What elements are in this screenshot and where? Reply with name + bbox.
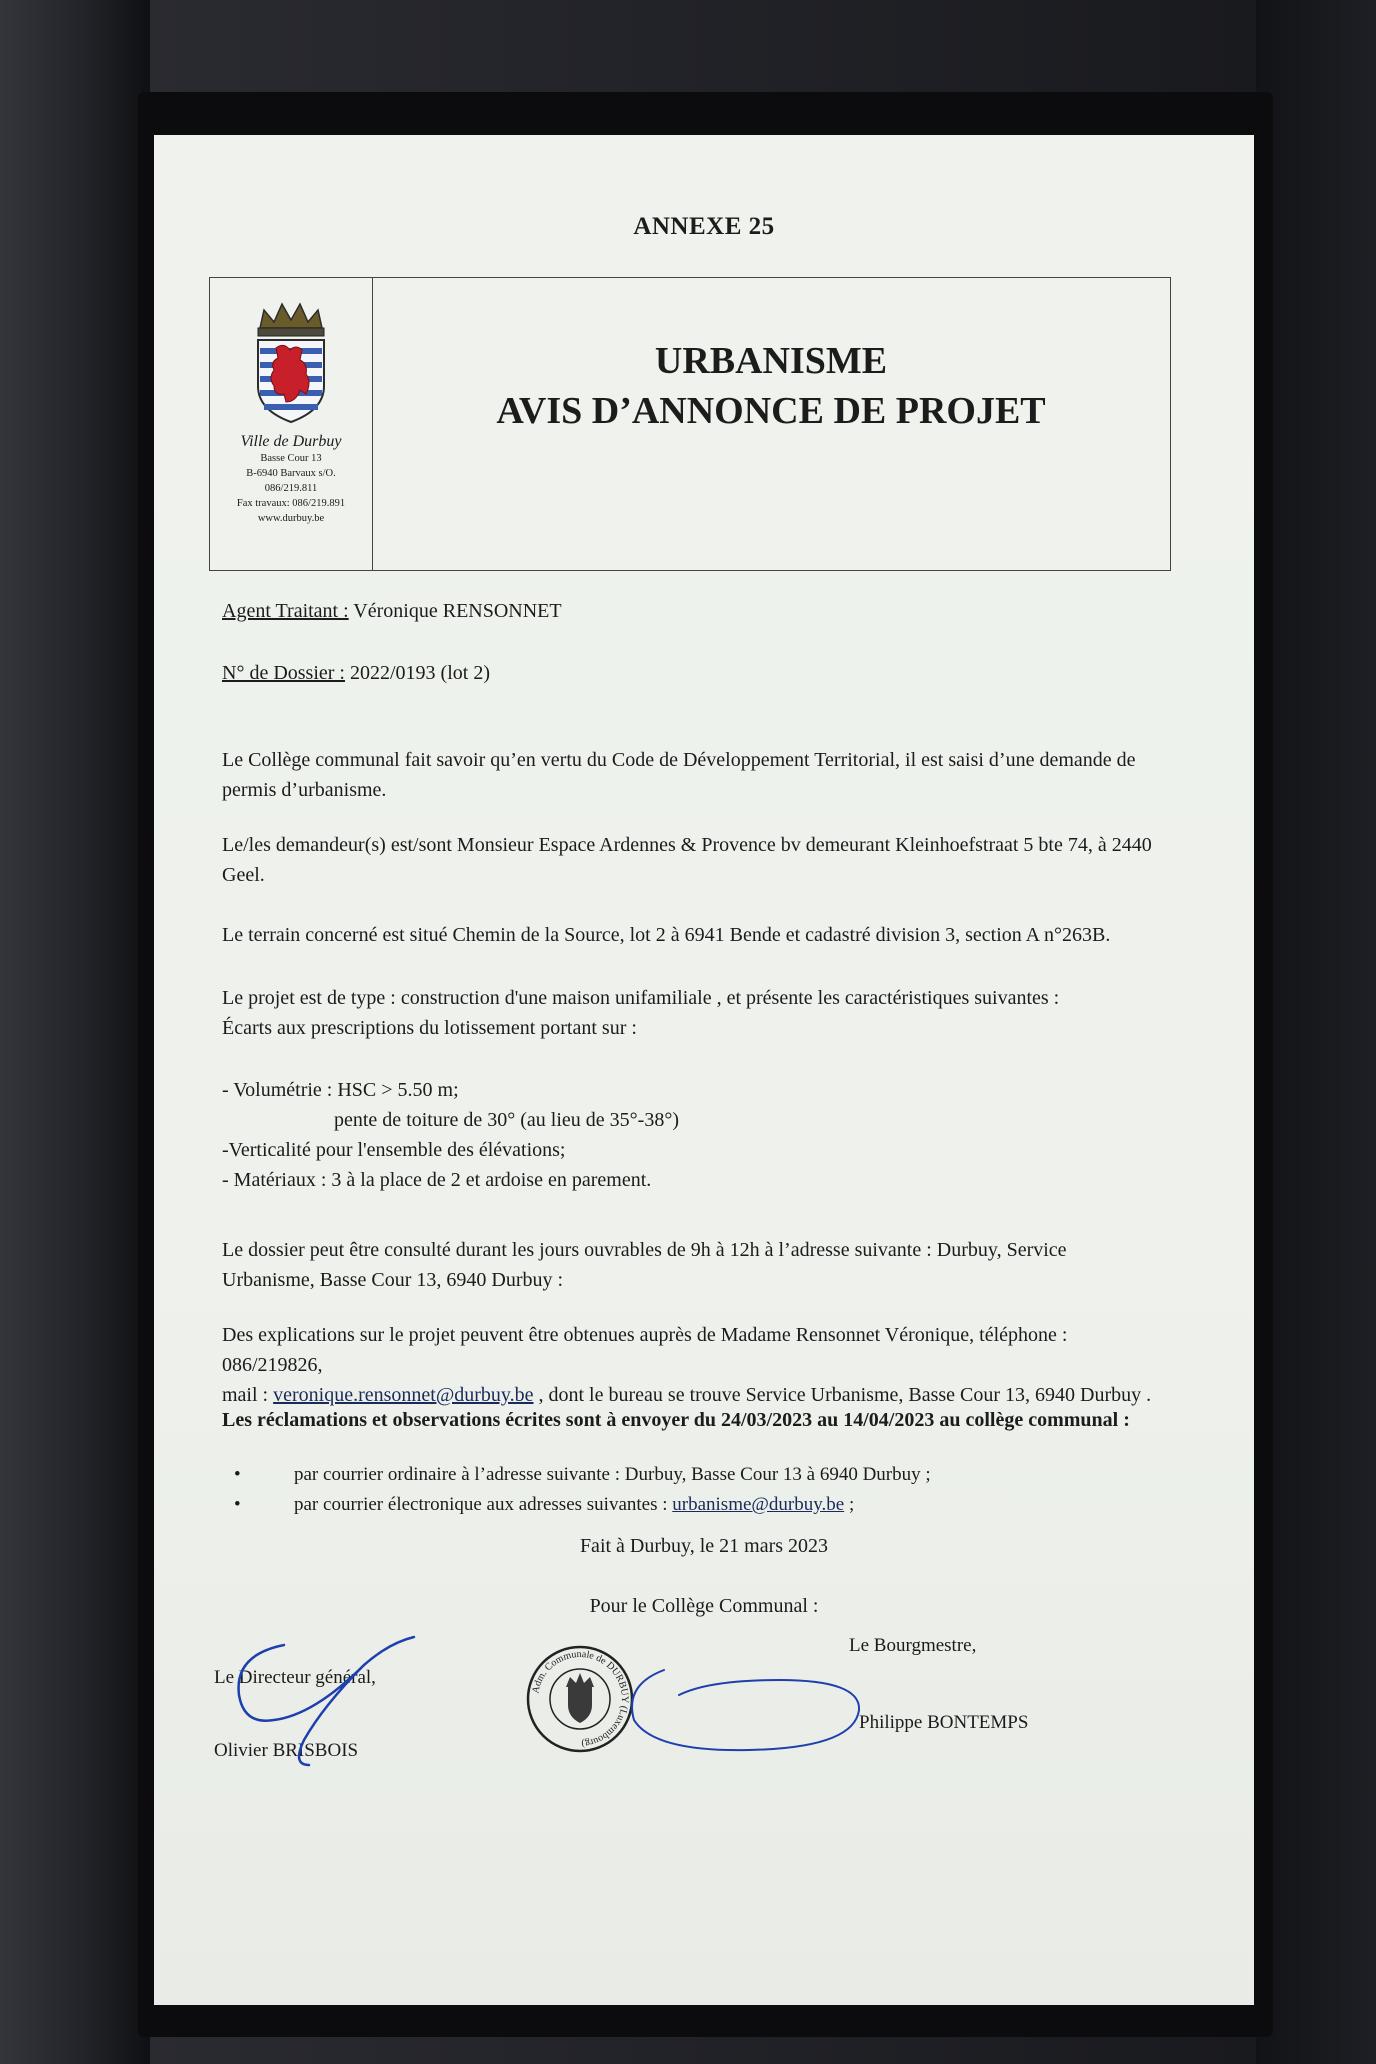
- municipality-logo-cell: [210, 278, 373, 570]
- project-type-line: Le projet est de type : construction d'une maison unifamiliale , et présente les caractéristiques suivantes :: [222, 987, 1060, 1009]
- municipality-name: Ville de Durbuy: [240, 433, 342, 450]
- deviation-roof-slope: pente de toiture de 30° (au lieu de 35°-38°): [334, 1109, 679, 1131]
- contact-line: Des explications sur le projet peuvent être obtenues auprès de Madame Rensonnet Véronique, téléphone : 086/219826,: [222, 1324, 1068, 1376]
- mayor-title: Le Bourgmestre,: [849, 1635, 977, 1656]
- for-college: Pour le Collège Communal :: [589, 1595, 819, 1617]
- dossier-label: N° de Dossier :: [222, 662, 345, 684]
- director-name: Olivier BRISBOIS: [214, 1740, 359, 1761]
- paragraph-project-type: [222, 983, 1162, 1043]
- contact-email-link[interactable]: veronique.rensonnet@durbuy.be: [273, 1384, 534, 1406]
- mail-prefix: mail :: [222, 1384, 274, 1406]
- paragraph-intro: Le Collège communal fait savoir qu’en vertu du Code de Développement Territorial, il est saisi d’une demande de permis d’urbanisme.: [222, 749, 1136, 801]
- dossier-value: 2022/0193 (lot 2): [344, 662, 490, 684]
- mayor-name: Philippe BONTEMPS: [859, 1712, 1029, 1733]
- deviations-line: Écarts aux prescriptions du lotissement portant sur :: [222, 1017, 637, 1039]
- list-item-email: [234, 1490, 1094, 1520]
- header-box: [209, 277, 1171, 571]
- submission-methods-list: [234, 1460, 1094, 1520]
- wall-frame-left: [0, 0, 150, 2064]
- annexe-label: ANNEXE 25: [633, 213, 775, 240]
- municipality-phone: 086/219.811: [264, 483, 318, 494]
- mayor-signature-icon: [619, 1650, 869, 1770]
- mail-suffix: , dont le bureau se trouve Service Urbanisme, Basse Cour 13, 6940 Durbuy .: [533, 1384, 1152, 1406]
- claims-period: Les réclamations et observations écrites sont à envoyer du 24/03/2023 au 14/04/2023 au collège communal :: [222, 1409, 1130, 1431]
- municipality-address-1: Basse Cour 13: [260, 453, 322, 464]
- notice-title: [372, 336, 1170, 436]
- paragraph-location: Le terrain concerné est situé Chemin de la Source, lot 2 à 6941 Bende et cadastré division 3, section A n°263B.: [222, 924, 1111, 946]
- municipality-website: www.durbuy.be: [257, 513, 325, 524]
- date-place: Fait à Durbuy, le 21 mars 2023: [579, 1535, 829, 1557]
- email-suffix: ;: [844, 1494, 855, 1515]
- paragraph-consultation: Le dossier peut être consulté durant les jours ouvrables de 9h à 12h à l’adresse suivante : Durbuy, Service Urbanisme, Basse Cour 13, 6940 Durbuy :: [222, 1239, 1067, 1291]
- deviation-volumetry: - Volumétrie : HSC > 5.50 m;: [222, 1079, 459, 1101]
- list-item-postal: • par courrier ordinaire à l’adresse suivante : Durbuy, Basse Cour 13 à 6940 Durbuy ;: [234, 1460, 1094, 1490]
- deviations-list: [222, 1075, 1162, 1195]
- seal-inscription: Adm. Communale de DURBUY (Luxembourg): [530, 1648, 631, 1749]
- deviation-verticality: -Verticalité pour l'ensemble des élévations;: [222, 1139, 566, 1161]
- notice-screen: [154, 135, 1254, 2005]
- agent-value: Véronique RENSONNET: [348, 600, 562, 622]
- deviation-materials: - Matériaux : 3 à la place de 2 et ardoise en parement.: [222, 1169, 652, 1191]
- agent-label: Agent Traitant :: [222, 600, 349, 622]
- municipality-address-2: B-6940 Barvaux s/O.: [246, 468, 336, 479]
- urbanisme-email-link[interactable]: urbanisme@durbuy.be: [672, 1494, 845, 1515]
- dossier-line: [222, 662, 490, 685]
- agent-line: [222, 600, 562, 623]
- title-line-1: URBANISME: [654, 340, 888, 382]
- paragraph-applicant: Le/les demandeur(s) est/sont Monsieur Espace Ardennes & Provence bv demeurant Kleinhoefstraat 5 bte 74, à 2440 Geel.: [222, 834, 1152, 886]
- director-signature-icon: [214, 1625, 444, 1775]
- municipality-fax: Fax travaux: 086/219.891: [236, 498, 346, 509]
- wall-frame-right: [1256, 0, 1376, 2064]
- title-line-2: AVIS D’ANNONCE DE PROJET: [496, 390, 1046, 432]
- coat-of-arms-icon: [250, 298, 332, 426]
- paragraph-contact: [222, 1320, 1162, 1410]
- email-prefix: par courrier électronique aux adresses suivantes :: [294, 1494, 673, 1515]
- director-title: Le Directeur général,: [214, 1667, 376, 1688]
